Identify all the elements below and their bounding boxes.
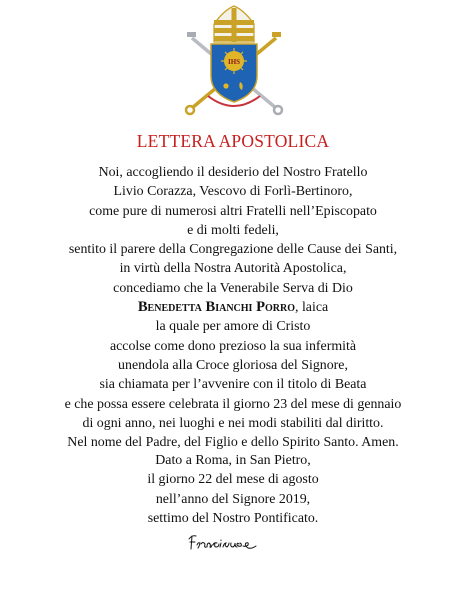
body-line: di ogni anno, nei luoghi e nei modi stabiliti dal diritto. bbox=[82, 415, 384, 431]
letter-body bbox=[0, 163, 466, 452]
beatified-name: Benedetta Bianchi Porro bbox=[137, 299, 295, 316]
body-line: sia chiamata per l’avvenire con il titolo di Beata bbox=[99, 377, 367, 393]
body-line: in virtù della Nostra Autorità Apostolica, bbox=[119, 261, 347, 277]
body-line: Livio Corazza, Vescovo di Forlì-Bertinoro, bbox=[113, 184, 353, 200]
document-title: LETTERA APOSTOLICA bbox=[136, 131, 330, 151]
body-line: concediamo che la Venerabile Serva di Dio bbox=[113, 280, 353, 296]
closing-line: nell’anno del Signore 2019, bbox=[155, 491, 311, 507]
handwritten-signature bbox=[186, 531, 266, 555]
body-line: Noi, accogliendo il desiderio del Nostro Fratello bbox=[98, 165, 368, 180]
body-line: e che possa essere celebrata il giorno 23 del mese di gennaio bbox=[64, 396, 402, 412]
ihs-monogram: IHS bbox=[227, 58, 241, 66]
beatified-name-line bbox=[0, 298, 466, 317]
closing-line: Dato a Roma, in San Pietro, bbox=[155, 453, 311, 468]
coat-of-arms-emblem bbox=[178, 4, 290, 116]
body-line: accolse come dono prezioso la sua infermità bbox=[109, 338, 357, 354]
body-line: come pure di numerosi altri Fratelli nell’Episcopato bbox=[89, 203, 377, 219]
body-line: e di molti fedeli, bbox=[187, 222, 279, 238]
body-line: unendola alla Croce gloriosa del Signore, bbox=[118, 357, 348, 373]
closing-line: settimo del Nostro Pontificato. bbox=[147, 510, 319, 526]
name-suffix: , laica bbox=[295, 300, 329, 316]
closing-block bbox=[0, 451, 466, 528]
body-line: la quale per amore di Cristo bbox=[155, 319, 311, 335]
body-line: sentito il parere della Congregazione delle Cause dei Santi, bbox=[68, 242, 398, 258]
closing-line: il giorno 22 del mese di agosto bbox=[147, 472, 319, 488]
body-line: Nel nome del Padre, del Figlio e dello Spirito Santo. Amen. bbox=[67, 435, 399, 451]
shield-icon bbox=[211, 44, 257, 102]
mitre-icon bbox=[214, 6, 254, 42]
